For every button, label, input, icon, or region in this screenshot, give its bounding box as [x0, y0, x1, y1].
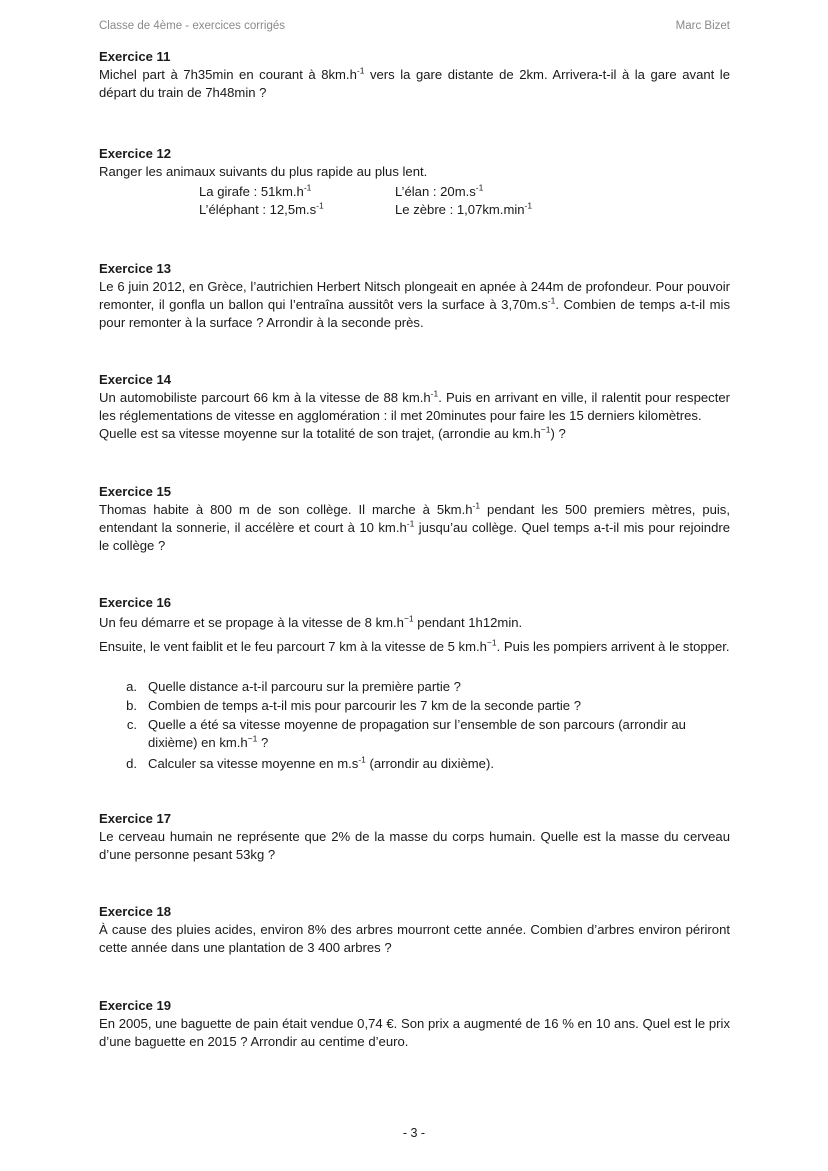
exercise-19	[99, 997, 730, 1051]
exercise-12-statement: Ranger les animaux suivants du plus rapide au plus lent.	[99, 164, 428, 179]
exercise-13-title: Exercice 13	[99, 261, 172, 276]
exercise-18	[99, 903, 730, 957]
question-item: a. Quelle distance a-t-il parcouru sur la première partie ?	[126, 679, 461, 694]
exercise-12-title: Exercice 12	[99, 146, 172, 161]
animal-zebra: Le zèbre : $1,07km.\min^{-1}$	[395, 200, 533, 217]
exercise-18-title: Exercice 18	[99, 904, 172, 919]
exercise-17-title: Exercice 17	[99, 811, 172, 826]
animal-giraffe: La girafe : $51km.h^{-1}$	[199, 182, 312, 199]
exercise-16-title: Exercice 16	[99, 595, 172, 610]
exercise-16-questions	[99, 678, 730, 773]
exercise-16	[99, 594, 730, 773]
exercise-14-statement: Un automobiliste parcourt 66 km à la vitesse de 88 $km.h^{-1}$. Puis en arrivant en ville, il ralentit pour respecter les réglementations de vitesse en agglomération : il met 20minutes pour faire les 15 derniers kilomètres.	[99, 388, 730, 423]
header-course-title: Classe de 4ème - exercices corrigés	[99, 20, 285, 32]
animal-elephant: L’éléphant : $12,5m.s^{-1}$	[199, 200, 324, 217]
page-header	[99, 20, 730, 32]
exercise-14-title: Exercice 14	[99, 372, 172, 387]
question-item: d. Calculer sa vitesse moyenne en $m.s^{-1}$ (arrondir au dixième).	[126, 754, 494, 771]
animal-row	[99, 183, 730, 201]
exercise-17-statement: Le cerveau humain ne représente que 2% de la masse du corps humain. Quelle est la masse du cerveau d’une personne pesant 53kg ?	[99, 829, 730, 862]
exercise-13	[99, 260, 730, 332]
header-author: Marc Bizet	[675, 20, 730, 32]
exercise-12	[99, 145, 730, 219]
animal-row	[99, 201, 730, 219]
exercise-16-line-1: Un feu démarre et se propage à la vitesse de 8 $km.h^{-1}$ pendant 1h12min.	[99, 613, 523, 630]
exercise-list	[99, 48, 730, 1051]
exercise-13-statement: Le 6 juin 2012, en Grèce, l’autrichien Herbert Nitsch plongeait en apnée à 244m de profondeur. Pour pouvoir remonter, il gonfla un ballon qui l’entraîna aussitôt vers la surface à $3,70m.s^{-1}$. Combien de temps a-t-il mis pour remonter à la surface ? Arrondir à la seconde près.	[99, 279, 730, 330]
animal-speed-table	[99, 183, 730, 219]
exercise-15	[99, 483, 730, 555]
exercise-16-line-2: Ensuite, le vent faiblit et le feu parcourt 7 km à la vitesse de 5 $km.h^{-1}$. Puis les pompiers arrivent à le stopper.	[99, 637, 730, 654]
question-item: c. Quelle a été sa vitesse moyenne de propagation sur l’ensemble de son parcours (arrondir au dixième) en $km.h^{-1}$ ?	[126, 717, 686, 750]
exercise-11-title: Exercice 11	[99, 49, 171, 64]
exercise-19-title: Exercice 19	[99, 998, 172, 1013]
exercise-18-statement: À cause des pluies acides, environ 8% des arbres mourront cette année. Combien d’arbres environ périront cette année dans une plantation de 3 400 arbres ?	[99, 922, 730, 955]
exercise-15-statement: Thomas habite à 800 m de son collège. Il marche à $5km.h^{-1}$ pendant les 500 premiers mètres, puis, entendant la sonnerie, il accélère et court à 10 $km.h^{-1}$ jusqu’au collège. Quel temps a-t-il mis pour rejoindre le collège ?	[99, 500, 730, 553]
animal-elk: L’élan : $20m.s^{-1}$	[395, 182, 484, 199]
question-item: b. Combien de temps a-t-il mis pour parcourir les 7 km de la seconde partie ?	[126, 698, 582, 713]
exercise-14	[99, 371, 730, 443]
page-number: - 3 -	[402, 1126, 426, 1140]
exercise-19-statement: En 2005, une baguette de pain était vendue 0,74 €. Son prix a augmenté de 16 % en 10 ans. Quel est le prix d’une baguette en 2015 ? Arrondir au centime d’euro.	[99, 1016, 730, 1049]
exercise-17	[99, 810, 730, 864]
exercise-11-statement: Michel part à 7h35min en courant à $8km.h^{-1}$ vers la gare distante de 2km. Arrivera-t-il à la gare avant le départ du train de 7h48min ?	[99, 65, 730, 100]
exercise-11	[99, 48, 730, 102]
exercise-14-question: Quelle est sa vitesse moyenne sur la totalité de son trajet, (arrondie au $km.h^{-1}$) ?	[99, 424, 566, 441]
exercise-15-title: Exercice 15	[99, 484, 172, 499]
